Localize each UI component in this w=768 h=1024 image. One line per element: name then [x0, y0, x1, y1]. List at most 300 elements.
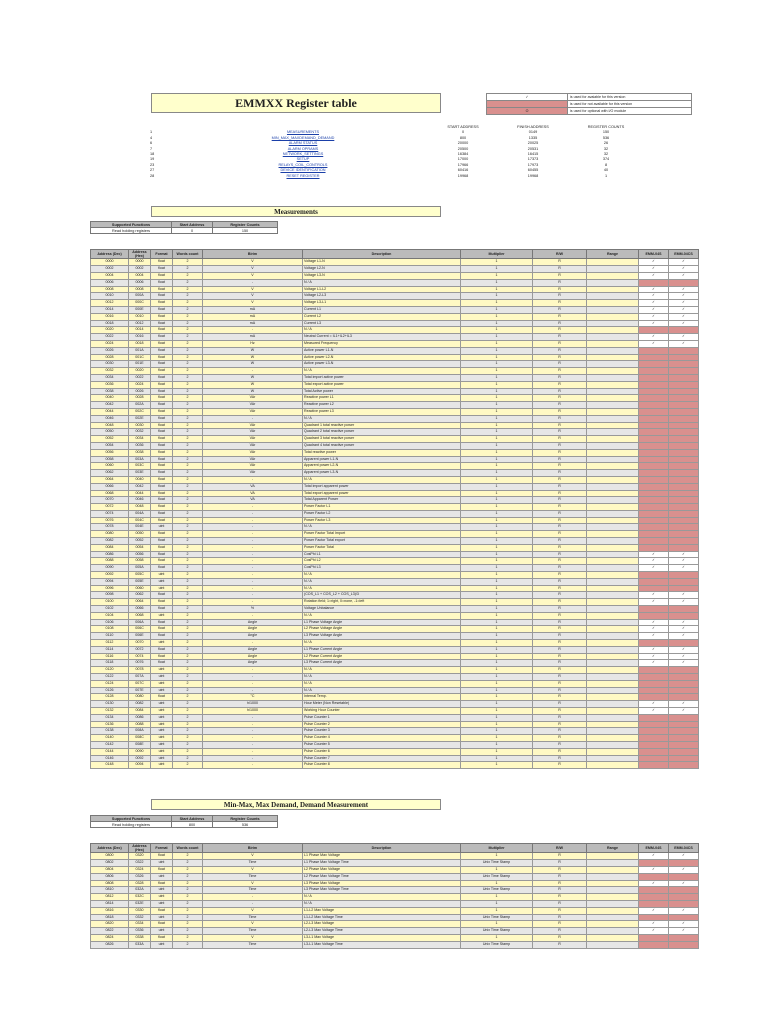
availability-cell — [669, 449, 699, 456]
register-cell: uint — [151, 900, 173, 907]
availability-cell: ✓ — [639, 853, 669, 860]
register-description: L1 Phase Current Angle — [303, 646, 461, 653]
legend-swatch: ✓ — [487, 94, 568, 101]
register-cell: - — [203, 368, 303, 375]
availability-cell: ✓ — [639, 300, 669, 307]
register-cell — [587, 762, 639, 769]
register-cell: 000E — [129, 306, 151, 313]
register-cell: 000A — [129, 293, 151, 300]
register-cell: Unix Time Stamp — [461, 860, 533, 867]
register-cell — [587, 667, 639, 674]
register-cell: 032E — [129, 900, 151, 907]
availability-cell — [669, 941, 699, 948]
register-cell: 0016 — [129, 334, 151, 341]
register-cell: 0114 — [91, 646, 129, 653]
index-link[interactable]: ALARM STATUS — [288, 141, 318, 146]
availability-cell — [669, 640, 699, 647]
register-cell: 1 — [461, 395, 533, 402]
index-link[interactable]: RELAYS_COIL_CONTROLS — [278, 162, 328, 167]
register-cell: uint — [151, 585, 173, 592]
availability-cell — [639, 442, 669, 449]
register-cell: 2 — [173, 368, 203, 375]
register-cell: - — [203, 721, 303, 728]
availability-cell — [639, 728, 669, 735]
availability-cell: ✓ — [639, 306, 669, 313]
register-cell: 2 — [173, 708, 203, 715]
register-cell: V — [203, 300, 303, 307]
register-cell: Time — [203, 941, 303, 948]
register-description: N / A — [303, 687, 461, 694]
register-description: Voltage L2-L3 — [303, 293, 461, 300]
register-cell: R — [533, 578, 587, 585]
register-cell: 1 — [461, 900, 533, 907]
register-cell: W — [203, 361, 303, 368]
register-cell: 0076 — [91, 517, 129, 524]
register-cell: float — [151, 408, 173, 415]
index-count: 26 — [603, 141, 609, 146]
register-cell: - — [203, 667, 303, 674]
register-cell: 2 — [173, 551, 203, 558]
register-description: Power Factor Total Import — [303, 531, 461, 538]
availability-cell — [669, 361, 699, 368]
register-cell: 1 — [461, 653, 533, 660]
availability-cell: ✓ — [669, 320, 699, 327]
index-row — [150, 174, 710, 179]
index-header-finish: FINISH ADDRESS — [517, 125, 549, 129]
register-cell: 0812 — [91, 894, 129, 901]
register-cell: 1 — [461, 646, 533, 653]
register-cell — [587, 853, 639, 860]
register-cell: R — [533, 708, 587, 715]
availability-cell: ✓ — [639, 921, 669, 928]
register-cell: R — [533, 565, 587, 572]
register-cell: float — [151, 606, 173, 613]
register-description: CosPhi L3 — [303, 565, 461, 572]
register-cell: 1 — [461, 463, 533, 470]
register-cell: 0084 — [91, 544, 129, 551]
availability-cell: ✓ — [639, 340, 669, 347]
register-cell: Unix Time Stamp — [461, 887, 533, 894]
register-cell: 2 — [173, 402, 203, 409]
availability-cell — [669, 714, 699, 721]
register-cell: 0086 — [129, 714, 151, 721]
register-cell: 1 — [461, 442, 533, 449]
register-cell: 0124 — [91, 680, 129, 687]
availability-cell — [669, 347, 699, 354]
register-cell: 1 — [461, 361, 533, 368]
register-cell: 1 — [461, 334, 533, 341]
register-row — [91, 340, 699, 347]
register-cell: float — [151, 934, 173, 941]
register-cell: 0034 — [129, 436, 151, 443]
register-cell: 2 — [173, 626, 203, 633]
register-index — [150, 125, 710, 179]
register-cell: 0320 — [129, 853, 151, 860]
register-description: Pulse Counter 5 — [303, 741, 461, 748]
register-row — [91, 853, 699, 860]
index-count: 536 — [602, 135, 610, 140]
register-row — [91, 928, 699, 935]
register-cell: 003C — [129, 463, 151, 470]
register-cell: R — [533, 592, 587, 599]
register-cell: 0144 — [91, 748, 129, 755]
availability-cell — [639, 354, 669, 361]
register-cell: R — [533, 531, 587, 538]
register-cell: R — [533, 483, 587, 490]
register-cell: 0066 — [91, 483, 129, 490]
register-cell: 0022 — [129, 374, 151, 381]
register-cell: mA — [203, 313, 303, 320]
availability-cell — [639, 714, 669, 721]
register-cell: - — [203, 279, 303, 286]
register-cell — [587, 894, 639, 901]
sf-cell: 0 — [172, 228, 213, 234]
availability-cell: ✓ — [669, 880, 699, 887]
availability-cell: ✓ — [639, 286, 669, 293]
register-cell: 2 — [173, 422, 203, 429]
register-cell: 0036 — [129, 442, 151, 449]
register-cell — [587, 565, 639, 572]
register-cell: 2 — [173, 531, 203, 538]
register-row — [91, 572, 699, 579]
availability-cell — [669, 381, 699, 388]
index-count: 150 — [602, 130, 610, 135]
register-cell: 001E — [129, 361, 151, 368]
index-rows — [150, 130, 710, 179]
register-cell: 0012 — [91, 300, 129, 307]
index-link[interactable]: ALARM OPRAMS — [287, 146, 319, 151]
register-row — [91, 646, 699, 653]
register-cell: 0018 — [129, 340, 151, 347]
register-cell: 0000 — [91, 259, 129, 266]
column-header: Address (Dec) — [91, 250, 129, 259]
availability-cell — [669, 374, 699, 381]
availability-cell: ✓ — [669, 273, 699, 280]
register-cell: 1 — [461, 449, 533, 456]
register-cell: float — [151, 334, 173, 341]
register-row — [91, 585, 699, 592]
register-header-row — [91, 250, 699, 259]
register-cell: 1 — [461, 680, 533, 687]
register-cell: R — [533, 354, 587, 361]
register-cell: 0038 — [129, 449, 151, 456]
availability-cell: ✓ — [639, 660, 669, 667]
register-cell: 006C — [129, 626, 151, 633]
register-row — [91, 619, 699, 626]
register-row — [91, 735, 699, 742]
register-cell: 1 — [461, 470, 533, 477]
register-row — [91, 415, 699, 422]
register-cell: 1 — [461, 572, 533, 579]
register-cell: 0070 — [129, 640, 151, 647]
register-cell: R — [533, 667, 587, 674]
availability-cell — [639, 762, 669, 769]
register-cell: 0804 — [91, 867, 129, 874]
register-cell: uint — [151, 714, 173, 721]
register-cell: float — [151, 354, 173, 361]
register-cell: 0820 — [91, 921, 129, 928]
register-row — [91, 755, 699, 762]
register-cell: uint — [151, 701, 173, 708]
availability-cell: ✓ — [639, 313, 669, 320]
register-cell: 007C — [129, 680, 151, 687]
register-cell: R — [533, 701, 587, 708]
availability-cell — [639, 476, 669, 483]
register-cell: 2 — [173, 266, 203, 273]
index-link[interactable]: SETUP — [296, 157, 310, 162]
column-header: Address (Hex) — [129, 844, 151, 853]
register-row — [91, 408, 699, 415]
register-cell: float — [151, 558, 173, 565]
register-cell: 008C — [129, 735, 151, 742]
register-cell: 0046 — [129, 497, 151, 504]
register-row — [91, 449, 699, 456]
register-description: Power Factor L1 — [303, 504, 461, 511]
register-cell: 0108 — [91, 626, 129, 633]
availability-cell — [669, 900, 699, 907]
register-row — [91, 687, 699, 694]
availability-cell: ✓ — [639, 334, 669, 341]
register-cell: float — [151, 273, 173, 280]
register-cell: R — [533, 327, 587, 334]
sf-header-cell: Register Counts — [213, 222, 278, 228]
register-cell: 0056 — [129, 551, 151, 558]
register-row — [91, 873, 699, 880]
register-cell: R — [533, 381, 587, 388]
register-cell: 1 — [461, 701, 533, 708]
register-cell: 0028 — [129, 395, 151, 402]
register-row — [91, 293, 699, 300]
register-cell: R — [533, 853, 587, 860]
register-cell: 0058 — [91, 456, 129, 463]
index-link[interactable]: MIN_MAX_MAXDEMAND_DEMAND — [271, 135, 335, 140]
register-cell: 1 — [461, 279, 533, 286]
legend-row — [487, 101, 692, 108]
register-cell: 2 — [173, 476, 203, 483]
availability-cell: ✓ — [639, 592, 669, 599]
register-row — [91, 347, 699, 354]
register-cell: 0060 — [129, 585, 151, 592]
register-cell: - — [203, 585, 303, 592]
register-cell: float — [151, 880, 173, 887]
register-row — [91, 388, 699, 395]
register-cell: 1 — [461, 558, 533, 565]
register-cell: 0334 — [129, 921, 151, 928]
register-cell: float — [151, 415, 173, 422]
register-cell: 0014 — [129, 327, 151, 334]
register-cell: R — [533, 894, 587, 901]
register-cell: 0066 — [129, 606, 151, 613]
register-description: CosPhi L2 — [303, 558, 461, 565]
register-cell — [587, 640, 639, 647]
register-cell — [587, 286, 639, 293]
column-header: EMM-04CS — [669, 844, 699, 853]
register-cell: 2 — [173, 408, 203, 415]
register-cell: W — [203, 388, 303, 395]
register-cell: 1 — [461, 585, 533, 592]
register-cell: R — [533, 429, 587, 436]
availability-cell — [639, 408, 669, 415]
register-description: L1 Phase Voltage Angle — [303, 619, 461, 626]
column-header: R/W — [533, 844, 587, 853]
register-description: Pulse Counter 8 — [303, 762, 461, 769]
register-cell: 006A — [129, 619, 151, 626]
column-header: Address (Dec) — [91, 844, 129, 853]
index-number: 1 — [150, 130, 153, 135]
availability-cell: ✓ — [669, 300, 699, 307]
availability-cell — [669, 873, 699, 880]
register-cell: 033A — [129, 941, 151, 948]
availability-cell: ✓ — [639, 259, 669, 266]
register-cell: float — [151, 626, 173, 633]
index-number: 27 — [150, 168, 155, 173]
register-cell: 1 — [461, 565, 533, 572]
availability-cell: ✓ — [669, 633, 699, 640]
register-row — [91, 762, 699, 769]
index-number: 18 — [150, 152, 155, 157]
register-cell: float — [151, 449, 173, 456]
register-cell: R — [533, 408, 587, 415]
register-cell: R — [533, 687, 587, 694]
register-cell: 002E — [129, 415, 151, 422]
availability-cell — [639, 374, 669, 381]
legend-row — [487, 94, 692, 101]
register-cell: float — [151, 368, 173, 375]
availability-cell: ✓ — [639, 266, 669, 273]
register-cell — [587, 538, 639, 545]
availability-cell — [669, 687, 699, 694]
register-cell: 0054 — [91, 442, 129, 449]
index-start: 17966 — [457, 162, 469, 167]
register-cell: - — [203, 524, 303, 531]
register-cell: 0026 — [129, 388, 151, 395]
register-cell: VAr — [203, 463, 303, 470]
register-description: Neutral Current = IL1+IL2+IL3 — [303, 334, 461, 341]
availability-cell — [669, 279, 699, 286]
register-cell — [587, 327, 639, 334]
register-cell: float — [151, 402, 173, 409]
register-cell: float — [151, 456, 173, 463]
register-cell — [587, 687, 639, 694]
register-cell: 2 — [173, 558, 203, 565]
column-header: Format — [151, 844, 173, 853]
register-cell: 0094 — [91, 578, 129, 585]
register-cell: float — [151, 599, 173, 606]
register-description: Active power L1-N — [303, 347, 461, 354]
index-number: 7 — [150, 146, 153, 151]
index-finish: 20025 — [527, 141, 539, 146]
register-cell: 2 — [173, 497, 203, 504]
register-cell: Unix Time Stamp — [461, 941, 533, 948]
register-cell: 0330 — [129, 907, 151, 914]
register-cell: 1 — [461, 626, 533, 633]
register-row — [91, 558, 699, 565]
register-description: L1 Phase Max Voltage Time — [303, 860, 461, 867]
register-cell — [587, 646, 639, 653]
index-link[interactable]: MEASUREMENTS — [286, 130, 320, 135]
register-cell: float — [151, 907, 173, 914]
availability-cell — [639, 483, 669, 490]
register-cell: 004E — [129, 524, 151, 531]
register-cell — [587, 585, 639, 592]
register-cell: uint — [151, 887, 173, 894]
register-cell — [587, 463, 639, 470]
availability-cell — [669, 694, 699, 701]
register-row — [91, 354, 699, 361]
index-finish: 1335 — [528, 135, 538, 140]
register-cell: R — [533, 907, 587, 914]
sf-header-cell: Supported Functions — [91, 222, 172, 228]
register-cell: 0328 — [129, 880, 151, 887]
register-cell: 0116 — [91, 653, 129, 660]
index-count: 32 — [603, 152, 609, 157]
register-cell — [587, 368, 639, 375]
register-cell: float — [151, 293, 173, 300]
index-link[interactable]: DEVICE IDENTIFICATION — [280, 168, 326, 173]
register-cell: 0080 — [91, 531, 129, 538]
register-cell: 0022 — [91, 334, 129, 341]
register-cell: R — [533, 395, 587, 402]
index-finish: 20531 — [527, 146, 539, 151]
availability-cell: ✓ — [639, 293, 669, 300]
index-link[interactable]: NETWORK_SETTINGS — [282, 152, 324, 157]
register-cell: float — [151, 429, 173, 436]
register-cell: R — [533, 286, 587, 293]
register-description: Voltage L3-L1 — [303, 300, 461, 307]
availability-cell — [639, 456, 669, 463]
register-cell: R — [533, 680, 587, 687]
register-cell — [587, 497, 639, 504]
register-cell: float — [151, 347, 173, 354]
register-cell: 0052 — [91, 436, 129, 443]
availability-cell — [639, 497, 669, 504]
register-cell: uint — [151, 674, 173, 681]
register-cell: uint — [151, 941, 173, 948]
register-cell: R — [533, 619, 587, 626]
sf-cell: Read holding registers — [91, 228, 172, 234]
register-cell: 1 — [461, 436, 533, 443]
index-count: 40 — [603, 168, 609, 173]
register-cell: R — [533, 415, 587, 422]
register-description: N / A — [303, 585, 461, 592]
register-cell: 0800 — [91, 853, 129, 860]
register-cell: 2 — [173, 565, 203, 572]
register-cell: 2 — [173, 538, 203, 545]
availability-cell: ✓ — [639, 626, 669, 633]
register-row — [91, 748, 699, 755]
availability-cell — [669, 327, 699, 334]
register-cell: R — [533, 538, 587, 545]
register-cell: °C — [203, 694, 303, 701]
register-cell: 0128 — [91, 694, 129, 701]
availability-cell — [639, 680, 669, 687]
availability-cell: ✓ — [669, 867, 699, 874]
index-finish: 0149 — [528, 130, 538, 135]
register-cell: 0080 — [129, 694, 151, 701]
register-cell: 2 — [173, 388, 203, 395]
register-cell: 0138 — [91, 728, 129, 735]
index-link[interactable]: RESET REGISTER — [286, 173, 320, 178]
register-cell: - — [203, 599, 303, 606]
register-cell: R — [533, 741, 587, 748]
register-cell: float — [151, 313, 173, 320]
availability-cell — [639, 544, 669, 551]
register-cell — [587, 381, 639, 388]
register-cell: 003A — [129, 456, 151, 463]
register-cell: 2 — [173, 395, 203, 402]
availability-cell — [639, 687, 669, 694]
register-cell: 1 — [461, 880, 533, 887]
